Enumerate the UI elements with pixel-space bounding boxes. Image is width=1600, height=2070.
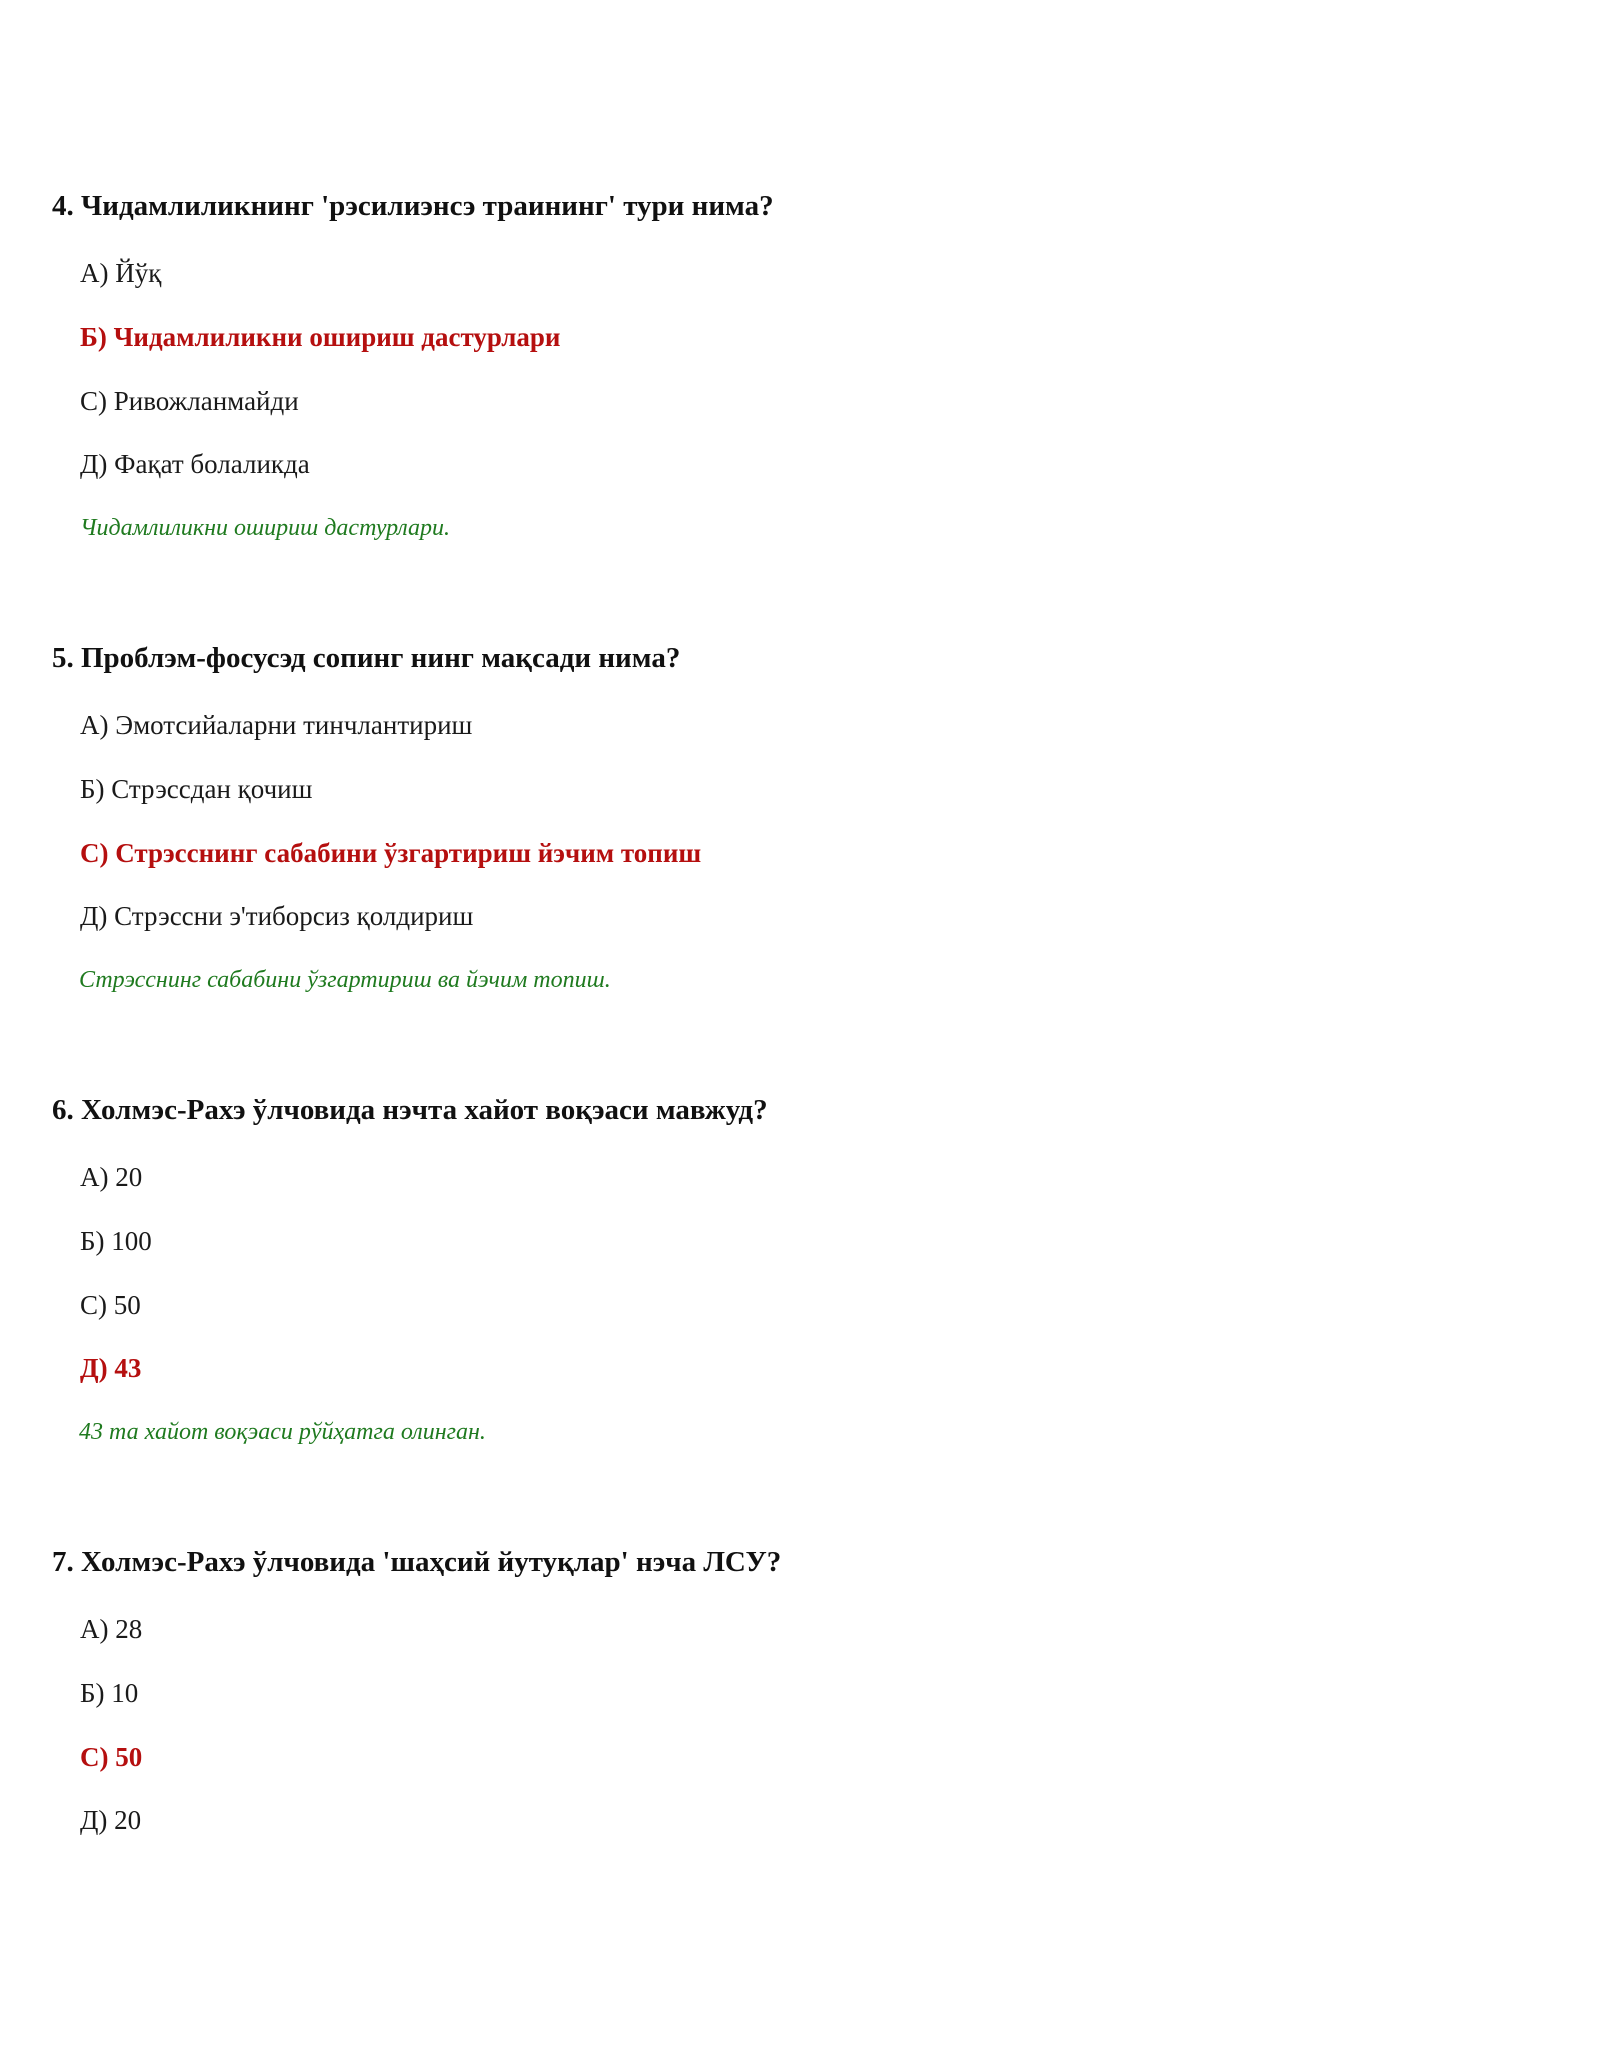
- answer-option-correct: С) Стрэсснинг сабабини ўзгартириш йэчим топиш: [80, 838, 702, 868]
- answer-option: А) Йўқ: [80, 258, 162, 288]
- answer-explanation: 43 та хайот воқэаси рўйҳатга олинган.: [79, 1419, 486, 1445]
- question-block: [52, 1542, 1552, 1582]
- answer-option: С) Ривожланмайди: [80, 386, 299, 416]
- question-title: 5. Проблэм-фосусэд сопинг нинг мақсади нима?: [52, 642, 681, 674]
- answer-option-correct: Б) Чидамлиликни ошириш дастурлари: [80, 322, 561, 352]
- answer-option: Б) Стрэссдан қочиш: [80, 774, 313, 804]
- answer-option: А) 28: [80, 1614, 143, 1644]
- answer-option: А) Эмотсийаларни тинчлантириш: [80, 710, 473, 740]
- answer-explanation: Стрэсснинг сабабини ўзгартириш ва йэчим топиш.: [79, 967, 611, 993]
- question-block: [52, 186, 1552, 226]
- question-block: [52, 638, 1552, 678]
- answer-option-correct: С) 50: [80, 1742, 143, 1772]
- answer-option: Д) Стрэссни э'тиборсиз қолдириш: [80, 901, 474, 931]
- answer-option: Д) Фақат болаликда: [80, 449, 310, 479]
- answer-option: С) 50: [80, 1290, 141, 1320]
- answer-option-correct: Д) 43: [80, 1353, 142, 1383]
- answer-option: Б) 10: [80, 1678, 139, 1708]
- question-title: 7. Холмэс-Рахэ ўлчовида 'шаҳсий йутуқлар' нэча ЛСУ?: [52, 1546, 782, 1578]
- answer-option: Д) 20: [80, 1805, 142, 1835]
- question-title: 4. Чидамлиликнинг 'рэсилиэнсэ траининг' тури нима?: [52, 190, 774, 222]
- answer-option: Б) 100: [80, 1226, 152, 1256]
- answer-option: А) 20: [80, 1162, 143, 1192]
- question-block: [52, 1090, 1552, 1130]
- answer-explanation: Чидамлиликни ошириш дастурлари.: [80, 515, 450, 541]
- question-title: 6. Холмэс-Рахэ ўлчовида нэчта хайот воқэаси мавжуд?: [52, 1094, 768, 1126]
